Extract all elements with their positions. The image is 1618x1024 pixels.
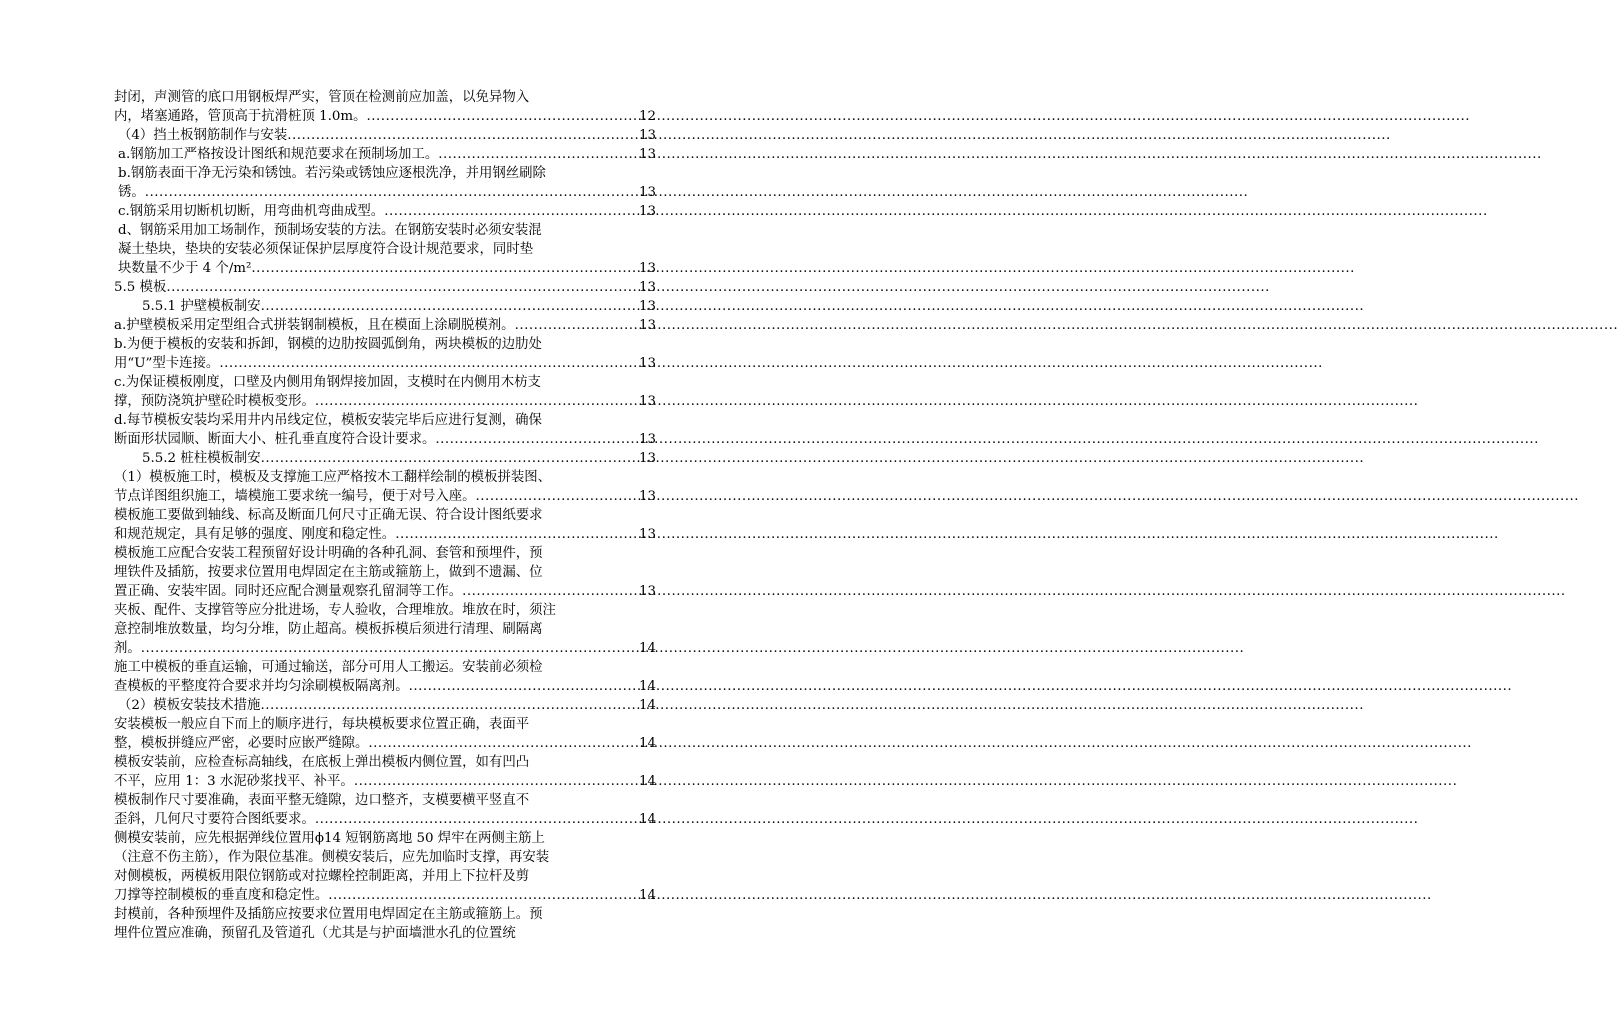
toc-entry[interactable] xyxy=(114,506,656,544)
toc-entry-text: d、钢筋采用加工场制作，预制场安装的方法。在钢筋安装时必须安装混 xyxy=(118,223,542,238)
toc-dot-leader xyxy=(261,449,638,468)
toc-entry-line xyxy=(114,544,656,563)
toc-dot-leader xyxy=(287,126,638,145)
toc-page-number: 12 xyxy=(638,109,656,124)
toc-entry-text: 封模前，各种预埋件及插筋应按要求位置用电焊固定在主筋或箍筋上。预 xyxy=(114,907,543,922)
toc-entry-line xyxy=(114,392,656,411)
toc-page-number: 13 xyxy=(638,147,656,162)
toc-page-number: 13 xyxy=(638,584,656,599)
toc-page-number: 14 xyxy=(638,812,656,827)
toc-dot-leader xyxy=(438,145,638,164)
toc-page-number: 13 xyxy=(638,185,656,200)
toc-dot-leader xyxy=(384,202,638,221)
toc-entry[interactable] xyxy=(114,753,656,791)
toc-entry[interactable] xyxy=(114,164,656,202)
toc-entry-text: 模板施工应配合安装工程预留好设计明确的各种孔洞、套管和预埋件，预 xyxy=(114,546,543,561)
toc-entry[interactable] xyxy=(114,715,656,753)
toc-dot-leader xyxy=(166,278,638,297)
toc-entry-line xyxy=(114,107,656,126)
toc-entry-text: c.为保证模板刚度，口壁及内侧用角钢焊接加固，支模时在内侧用木枋支 xyxy=(114,375,541,390)
toc-entry-line xyxy=(118,183,656,202)
toc-entry-text: 和规范规定，具有足够的强度、刚度和稳定性。 xyxy=(114,527,396,542)
toc-entry-line xyxy=(114,411,656,430)
toc-entry[interactable] xyxy=(114,658,656,696)
toc-entry-line xyxy=(114,791,656,810)
toc-page-number: 14 xyxy=(638,888,656,903)
toc-dot-leader xyxy=(476,487,638,506)
toc-entry-line xyxy=(114,829,656,848)
toc-entry-line xyxy=(114,639,656,658)
toc-entry-text: 节点详图组织施工，墙模施工要求统一编号，便于对号入座。 xyxy=(114,489,476,504)
toc-entry-text: d.每节模板安装均采用井内吊线定位，模板安装完毕后应进行复测，确保 xyxy=(114,413,542,428)
toc-entry-text: 断面形状园顺、断面大小、桩孔垂直度符合设计要求。 xyxy=(114,432,436,447)
toc-entry-line xyxy=(118,145,656,164)
toc-dot-leader xyxy=(219,354,638,373)
toc-entry-line xyxy=(114,677,656,696)
toc-entry-line xyxy=(114,715,656,734)
toc-page-number: 13 xyxy=(638,318,656,333)
toc-entry[interactable] xyxy=(114,829,656,905)
toc-entry[interactable] xyxy=(114,791,656,829)
toc-entry[interactable] xyxy=(114,411,656,449)
toc-page-number: 13 xyxy=(638,489,656,504)
toc-entry-line xyxy=(118,202,656,221)
toc-dot-leader xyxy=(315,392,638,411)
toc-entry-text: 施工中模板的垂直运输，可通过输送，部分可用人工搬运。安装前必须检 xyxy=(114,660,543,675)
toc-entry-line xyxy=(118,221,656,240)
toc-dot-leader xyxy=(260,696,638,715)
toc-dot-leader xyxy=(409,677,638,696)
toc-entry-line xyxy=(114,601,656,620)
toc-dot-leader xyxy=(251,259,638,278)
table-of-contents xyxy=(114,88,656,943)
toc-entry-text: 5.5 模板 xyxy=(114,280,167,295)
toc-entry-text: 撑，预防浇筑护壁砼时模板变形。 xyxy=(114,394,315,409)
toc-entry-line xyxy=(114,563,656,582)
toc-dot-leader xyxy=(141,639,638,658)
toc-entry-line xyxy=(114,88,656,107)
toc-entry-text: 整，模板拼缝应严密，必要时应嵌严缝隙。 xyxy=(114,736,369,751)
toc-entry-line xyxy=(114,658,656,677)
toc-entry-line xyxy=(114,373,656,392)
toc-entry-text: （注意不伤主筋），作为限位基准。侧模安装后，应先加临时支撑，再安装 xyxy=(114,850,550,865)
toc-entry[interactable] xyxy=(114,145,656,164)
toc-entry-text: 模板施工要做到轴线、标高及断面几何尺寸正确无误、符合设计图纸要求 xyxy=(114,508,543,523)
toc-entry-line xyxy=(114,487,656,506)
toc-dot-leader xyxy=(368,734,638,753)
toc-entry[interactable] xyxy=(114,468,656,506)
toc-entry-text: 置正确、安装牢固。同时还应配合测量观察孔留洞等工作。 xyxy=(114,584,463,599)
toc-entry-line xyxy=(114,867,656,886)
toc-entry-text: c.钢筋采用切断机切断，用弯曲机弯曲成型。 xyxy=(118,204,385,219)
toc-entry[interactable] xyxy=(114,601,656,658)
toc-entry-text: 用“U”型卡连接。 xyxy=(114,356,220,371)
toc-entry-text: 封闭，声测管的底口用钢板焊严实，管顶在检测前应加盖，以免异物入 xyxy=(114,90,530,105)
toc-page-number: 14 xyxy=(638,641,656,656)
toc-dot-leader xyxy=(261,297,638,316)
toc-entry-text: （1）模板施工时，模板及支撑施工应严格按木工翻样绘制的模板拼装图、 xyxy=(114,470,552,485)
toc-entry-text: 侧模安装前，应先根据弹线位置用ϕ14 短钢筋离地 50 焊牢在两侧主筋上 xyxy=(114,831,545,846)
toc-entry-line xyxy=(114,354,656,373)
toc-entry-text: 锈。 xyxy=(118,185,145,200)
toc-page-number: 14 xyxy=(638,774,656,789)
toc-entry-line xyxy=(118,696,656,715)
toc-entry-line xyxy=(114,316,656,335)
toc-entry-text: 剂。 xyxy=(114,641,141,656)
toc-entry[interactable] xyxy=(114,335,656,373)
toc-dot-leader xyxy=(435,430,638,449)
toc-dot-leader xyxy=(462,582,638,601)
toc-entry-line xyxy=(114,430,656,449)
toc-page-number: 13 xyxy=(638,299,656,314)
toc-entry-line xyxy=(114,506,656,525)
toc-dot-leader xyxy=(395,525,638,544)
toc-entry-line xyxy=(114,335,656,354)
toc-entry[interactable] xyxy=(114,202,656,221)
toc-page-number: 14 xyxy=(638,736,656,751)
toc-entry-text: 5.5.2 桩柱模板制安 xyxy=(142,451,261,466)
toc-entry-text: b.为便于模板的安装和拆卸，钢模的边肋按圆弧倒角，两块模板的边肋处 xyxy=(114,337,542,352)
toc-dot-leader xyxy=(354,772,638,791)
toc-entry-text: （4）挡土板钢筋制作与安装 xyxy=(118,128,288,143)
toc-page-number: 13 xyxy=(638,356,656,371)
toc-entry-line xyxy=(114,924,656,943)
toc-entry-text: 模板安装前，应检查标高轴线，在底板上弹出模板内侧位置，如有凹凸 xyxy=(114,755,530,770)
toc-entry-text: 5.5.1 护壁模板制安 xyxy=(142,299,261,314)
toc-entry[interactable] xyxy=(114,905,656,943)
toc-page-number: 13 xyxy=(638,394,656,409)
toc-dot-leader xyxy=(328,886,638,905)
toc-entry[interactable] xyxy=(114,696,656,715)
toc-entry[interactable] xyxy=(114,221,656,278)
toc-entry-line xyxy=(142,449,656,468)
toc-entry-text: 埋件位置应准确，预留孔及管道孔（尤其是与护面墙泄水孔的位置统 xyxy=(114,926,516,941)
toc-entry-line xyxy=(118,126,656,145)
toc-page-number: 13 xyxy=(638,128,656,143)
toc-entry-line xyxy=(114,810,656,829)
toc-page-number: 13 xyxy=(638,261,656,276)
toc-entry-line xyxy=(114,278,656,297)
toc-entry-text: 意控制堆放数量，均匀分堆，防止超高。模板拆模后须进行清理、刷隔离 xyxy=(114,622,543,637)
toc-entry[interactable] xyxy=(114,449,656,468)
toc-entry-line xyxy=(114,905,656,924)
toc-entry-line xyxy=(142,297,656,316)
toc-entry[interactable] xyxy=(114,126,656,145)
toc-entry-line xyxy=(114,848,656,867)
toc-entry-text: 模板制作尺寸要准确，表面平整无缝隙，边口整齐，支模要横平竖直不 xyxy=(114,793,530,808)
toc-entry-text: 歪斜，几何尺寸要符合图纸要求。 xyxy=(114,812,315,827)
toc-entry-line xyxy=(114,734,656,753)
toc-entry-text: 内，堵塞通路，管顶高于抗滑桩顶 1.0m。 xyxy=(114,109,367,124)
toc-dot-leader xyxy=(315,810,638,829)
toc-entry[interactable] xyxy=(114,316,656,335)
toc-entry-line xyxy=(114,468,656,487)
toc-entry[interactable] xyxy=(114,544,656,601)
toc-entry[interactable] xyxy=(114,88,656,126)
toc-entry-line xyxy=(114,620,656,639)
toc-entry-text: 块数量不少于 4 个/m² xyxy=(118,261,252,276)
toc-entry-text: 刀撑等控制模板的垂直度和稳定性。 xyxy=(114,888,329,903)
toc-entry-text: a.钢筋加工严格按设计图纸和规范要求在预制场加工。 xyxy=(118,147,439,162)
toc-entry-text: 查模板的平整度符合要求并均匀涂刷模板隔离剂。 xyxy=(114,679,409,694)
toc-entry[interactable] xyxy=(114,373,656,411)
toc-entry-text: （2）模板安装技术措施 xyxy=(118,698,261,713)
toc-entry-text: 埋铁件及插筋，按要求位置用电焊固定在主筋或箍筋上，做到不遗漏、位 xyxy=(114,565,543,580)
toc-page-number: 13 xyxy=(638,432,656,447)
toc-page-number: 13 xyxy=(638,280,656,295)
toc-entry-line xyxy=(114,753,656,772)
toc-entry-line xyxy=(118,164,656,183)
toc-dot-leader xyxy=(515,316,638,335)
toc-entry-line xyxy=(114,582,656,601)
toc-entry-line xyxy=(114,886,656,905)
toc-entry[interactable] xyxy=(114,278,656,297)
toc-page-number: 14 xyxy=(638,679,656,694)
toc-dot-leader xyxy=(145,183,638,202)
toc-entry-text: 不平，应用 1：3 水泥砂浆找平、补平。 xyxy=(114,774,354,789)
toc-entry-text: b.钢筋表面干净无污染和锈蚀。若污染或锈蚀应逐根洗净，并用钢丝刷除 xyxy=(118,166,546,181)
toc-page-number: 14 xyxy=(638,698,656,713)
toc-entry-line xyxy=(118,240,656,259)
toc-entry-text: 夹板、配件、支撑管等应分批进场，专人验收，合理堆放。堆放在时，须注 xyxy=(114,603,556,618)
toc-dot-leader xyxy=(367,107,638,126)
toc-entry-text: a.护壁模板采用定型组合式拼装钢制模板，且在模面上涂刷脱模剂。 xyxy=(114,318,515,333)
toc-entry-line xyxy=(114,772,656,791)
toc-page-number: 13 xyxy=(638,451,656,466)
toc-entry-line xyxy=(118,259,656,278)
toc-entry-line xyxy=(114,525,656,544)
toc-page-number: 13 xyxy=(638,204,656,219)
toc-entry-text: 安装模板一般应自下而上的顺序进行，每块模板要求位置正确，表面平 xyxy=(114,717,530,732)
toc-entry-text: 对侧模板，两模板用限位钢筋或对拉螺栓控制距离，并用上下拉杆及剪 xyxy=(114,869,530,884)
toc-page-number: 13 xyxy=(638,527,656,542)
toc-entry-text: 凝土垫块，垫块的安装必须保证保护层厚度符合设计规范要求，同时垫 xyxy=(118,242,534,257)
toc-entry[interactable] xyxy=(114,297,656,316)
